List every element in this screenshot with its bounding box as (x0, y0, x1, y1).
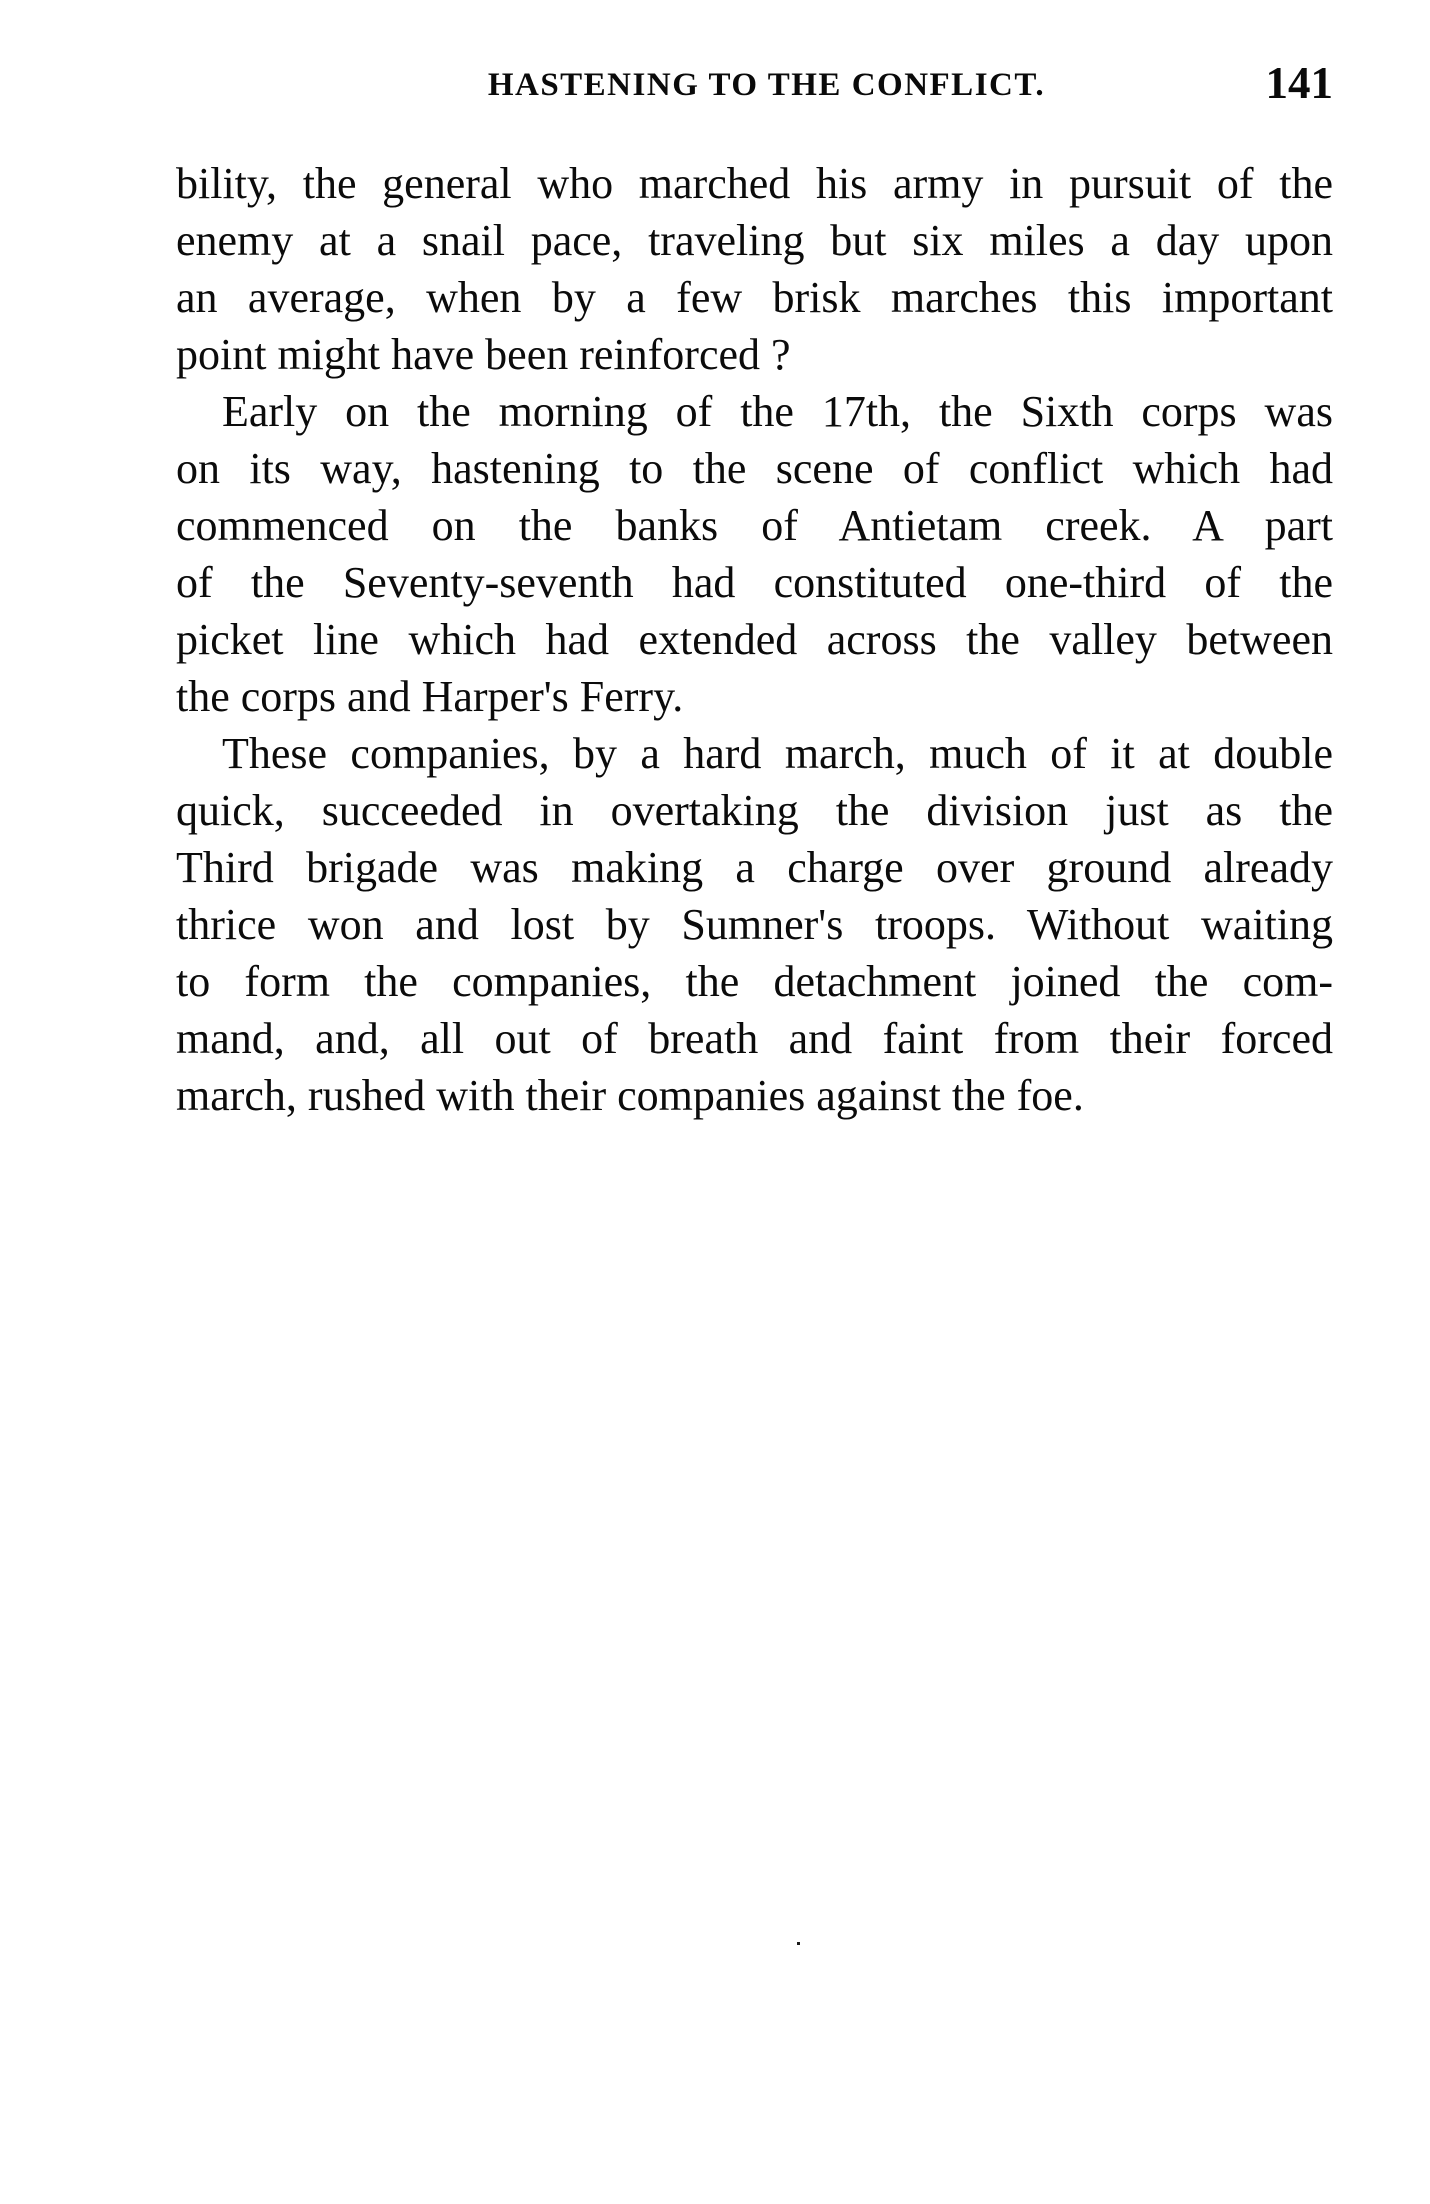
page-body (176, 155, 1333, 1124)
text-line: picket line which had extended across the valley between (176, 615, 1333, 664)
text-line: mand, and, all out of breath and faint from their forced (176, 1014, 1333, 1063)
page-number: 141 (1265, 58, 1333, 108)
text-line: Early on the morning of the 17th, the Sixth corps was (222, 387, 1333, 436)
text-line: to form the companies, the detachment joined the com- (176, 957, 1333, 1006)
text-line: commenced on the banks of Antietam creek. A part (176, 501, 1333, 550)
scan-speck (797, 1942, 800, 1945)
page-header (176, 55, 1333, 107)
text-line: an average, when by a few brisk marches this important (176, 273, 1333, 322)
text-line: thrice won and lost by Sumner's troops. Without waiting (176, 900, 1333, 949)
text-line: march, rushed with their companies against the foe. (176, 1071, 1084, 1120)
text-line: bility, the general who marched his army in pursuit of the (176, 159, 1333, 208)
running-title: HASTENING TO THE CONFLICT. (487, 67, 1046, 103)
text-line: Third brigade was making a charge over ground already (176, 843, 1333, 892)
text-line: enemy at a snail pace, traveling but six miles a day upon (176, 216, 1333, 265)
text-line: on its way, hastening to the scene of conflict which had (176, 444, 1333, 493)
text-line: point might have been reinforced ? (176, 330, 791, 379)
text-line: the corps and Harper's Ferry. (176, 672, 684, 721)
text-line: quick, succeeded in overtaking the division just as the (176, 786, 1333, 835)
text-line: of the Seventy-seventh had constituted one-third of the (176, 558, 1333, 607)
text-line: These companies, by a hard march, much of it at double (222, 729, 1333, 778)
